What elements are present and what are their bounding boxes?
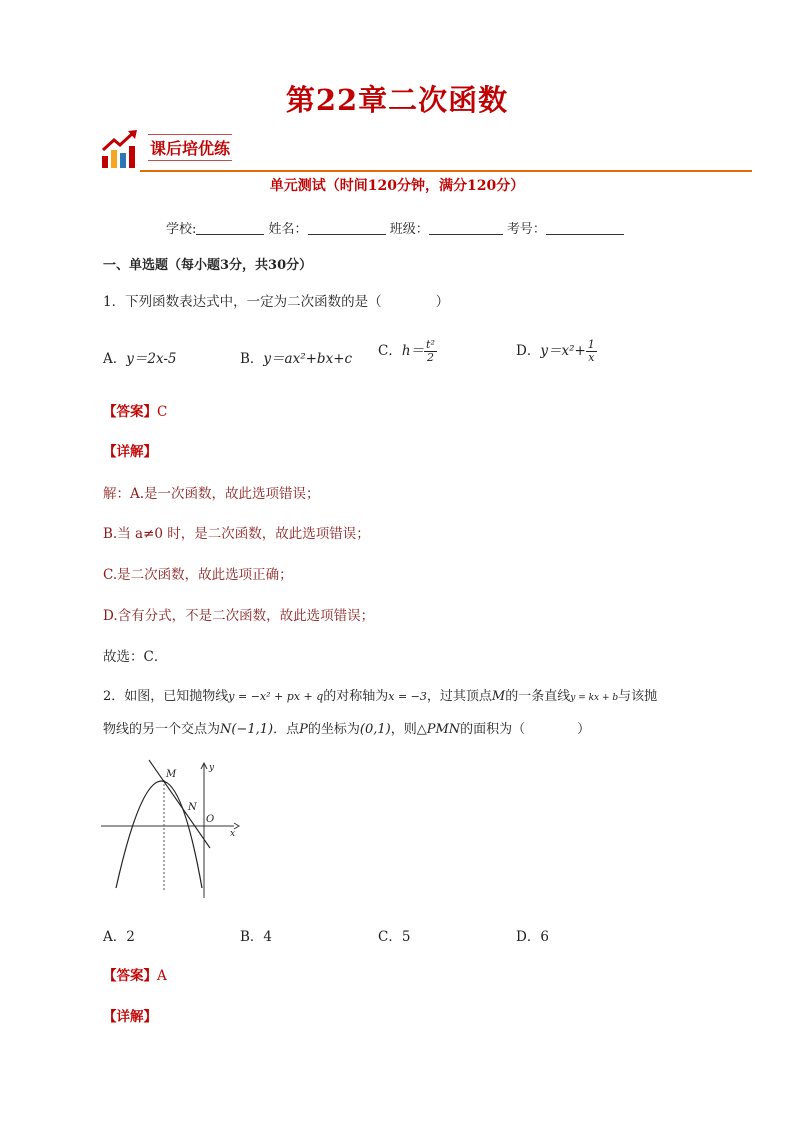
bar-chart-growth-icon bbox=[100, 128, 140, 170]
q1-answer: 【答案】C bbox=[103, 404, 168, 420]
q1-solution-line: D.含有分式，不是二次函数，故此选项错误； bbox=[103, 608, 375, 624]
exam-no-label: 考号： bbox=[506, 222, 546, 237]
fraction: $\frac{\text{t²}}{2}$ bbox=[426, 338, 435, 364]
q2-stem-line-1: 2．如图，已知抛物线y = −x² + px + q的对称轴为x = −3，过其顶点M的一条直线y = kx + b与该抛 bbox=[103, 689, 658, 704]
page-title: 第22章二次函数 bbox=[285, 83, 509, 117]
test-subtitle: 单元测试（时间120分钟，满分120分） bbox=[269, 178, 525, 194]
q2-answer: 【答案】A bbox=[103, 968, 167, 984]
fraction: $\frac{1}{x}$ bbox=[587, 338, 595, 364]
exam-no-field[interactable] bbox=[546, 234, 624, 235]
banner-label: 课后培优练 bbox=[148, 134, 232, 161]
label-x: x bbox=[230, 829, 236, 839]
q1-option-d[interactable]: D．y＝x²+ $\frac{1}{x}$ bbox=[516, 338, 595, 364]
q1-conclusion: 故选：C． bbox=[103, 649, 168, 665]
name-label: 姓名： bbox=[268, 222, 308, 237]
q2-option-d[interactable]: D．6 bbox=[516, 929, 549, 945]
banner-divider bbox=[140, 170, 752, 172]
name-field[interactable] bbox=[308, 234, 386, 235]
q2-detail-label: 【详解】 bbox=[103, 1009, 157, 1025]
label-n: N bbox=[188, 802, 197, 813]
label-y: y bbox=[209, 763, 215, 773]
student-info-row bbox=[166, 218, 624, 237]
parabola-curve bbox=[116, 781, 202, 888]
label-o: O bbox=[206, 814, 215, 825]
parabola-figure bbox=[98, 758, 244, 900]
q2-stem-line-2: 物线的另一个交点为N(−1,1)．点P的坐标为(0,1)，则△PMN的面积为（ ） bbox=[103, 722, 591, 737]
q1-option-c[interactable]: C．h＝ $\frac{\text{t²}}{2}$ bbox=[378, 338, 435, 364]
q1-option-a[interactable]: A．y＝2x-5 bbox=[103, 351, 177, 367]
q2-option-a[interactable]: A．2 bbox=[103, 929, 135, 945]
q1-detail-label: 【详解】 bbox=[103, 444, 157, 460]
q2-option-b[interactable]: B．4 bbox=[240, 929, 273, 945]
q1-option-b[interactable]: B．y＝ax²+bx+c bbox=[240, 351, 353, 367]
q2-option-c[interactable]: C．5 bbox=[378, 929, 411, 945]
q1-solution-line: C.是二次函数，故此选项正确； bbox=[103, 567, 293, 583]
label-m: M bbox=[166, 769, 177, 780]
line-mn bbox=[149, 760, 210, 848]
section-title: 一、单选题（每小题3分，共30分） bbox=[103, 258, 313, 273]
q1-solution-line: 解：A.是一次函数，故此选项错误； bbox=[103, 486, 320, 502]
class-field[interactable] bbox=[429, 234, 503, 235]
q1-stem: 1．下列函数表达式中，一定为二次函数的是（ ） bbox=[103, 294, 450, 310]
school-field[interactable] bbox=[196, 234, 264, 235]
school-label: 学校: bbox=[166, 222, 197, 237]
class-label: 班级： bbox=[389, 222, 429, 237]
q1-solution-line: B.当 a≠0 时，是二次函数，故此选项错误； bbox=[103, 526, 370, 542]
